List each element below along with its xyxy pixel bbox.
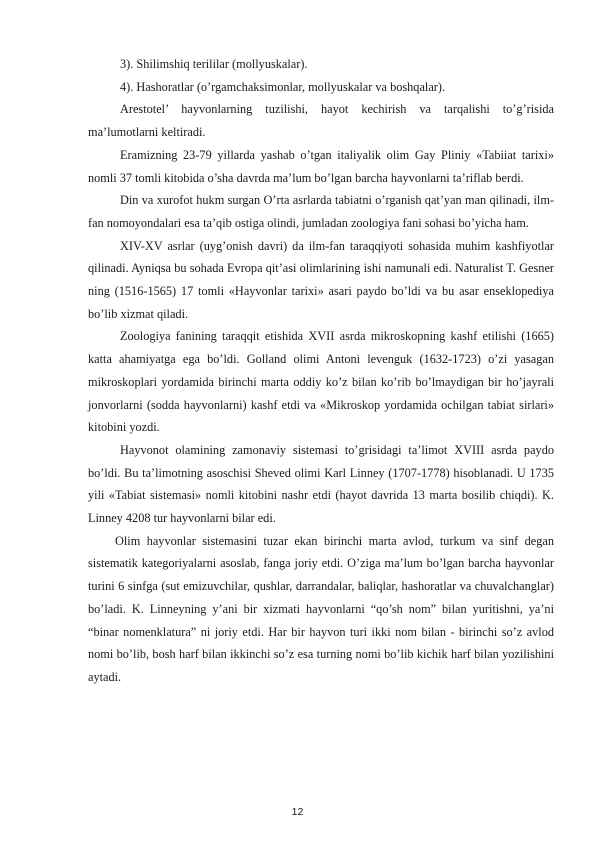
list-item-4: 4). Hashoratlar (o’rgamchaksimonlar, mollyuskalar va boshqalar). (120, 79, 446, 94)
paragraph-sistematika: Olim hayvonlar sistemasini tuzar ekan birinchi marta avlod, turkum va sinf degan sistematik kategoriyalarni asoslab, fanga joriy etdi. O’ziga ma’lum bo’lgan barcha hayvonlar turini 6 sinfga (sut emizuvchilar, qushlar, darrandalar, baliqlar, hashoratlar va chuvalchanglar) bo’ladi. K. Linneyning y’ani bir xizmati hayvonlarni “qo’sh nom” bilan yuritishni, ya’ni “binar nomenklatura” ni joriy etdi. Har bir hayvon turi ikki nom bilan - birinchi so’z avlod nomi bo’lib, bosh harf bilan ikkinchi so’z esa turning nomi bo’lib kichik harf bilan yozilishini aytadi. (88, 533, 554, 684)
paragraph-arestotel: Arestotel’ hayvonlarning tuzilishi, hayot kechirish va tarqalishi to’g’risida ma’lumotlarni keltiradi. (88, 102, 554, 140)
paragraph-pliniy: Eramizning 23-79 yillarda yashab o’tgan italiyalik olim Gay Pliniy «Tabiiat tarixi» nomli 37 tomli kitobida o’sha davrda ma’lum bo’lgan barcha hayvonlarni ta’riflab berdi. (88, 147, 554, 185)
body-text (88, 53, 554, 689)
paragraph-linney: Hayvonot olamining zamonaviy sistemasi to’grisidagi ta’limot XVIII asrda paydo bo’ldi. Bu ta’limotning asoschisi Sheved olimi Karl Linney (1707-1778) hisoblanadi. U 1735 yili «Tabiat sistemasi» nomli kitobini nashr etdi (hayot davrida 13 marta bosilib chiqdi). K. Linney 4208 tur hayvonlarni bilar edi. (88, 442, 554, 526)
paragraph-orta-asrlar: Din va xurofot hukm surgan O’rta asrlarda tabiatni o’rganish qat’yan man qilinadi, ilm-fan nomoyondalari esa ta’qib ostiga olindi, jumladan zoologiya fani sohasi bo’yicha ham. (88, 193, 554, 230)
paragraph-mikroskop: Zoologiya fanining taraqqit etishida XVII asrda mikroskopning kashf etilishi (1665) katta ahamiyatga ega bo’ldi. Golland olimi Antoni levenguk (1632-1723) o’zi yasagan mikroskoplari yordamida birinchi marta oddiy ko’z bilan ko’rib bo’lmaydigan bir ho’jayrali jonvorlarni (sodda hayvonlarni) kashf etdi va «Mikroskop yordamida ochilgan tabiat sirlari» kitobini yozdi. (88, 329, 554, 435)
page-number: 12 (291, 806, 304, 818)
paragraph-uygonish-davri: XIV-XV asrlar (uyg’onish davri) da ilm-fan taraqqiyoti sohasida muhim kashfiyotlar qilinadi. Ayniqsa bu sohada Evropa qit’asi olimlarining ishi namunali edi. Naturalist T. Gesner ning (1516-1565) 17 tomli «Hayvonlar tarixi» asari paydo bo’ldi va bu asar enseklopediya bo’lib xizmat qiladi. (88, 238, 554, 321)
list-item-3: 3). Shilimshiq terililar (mollyuskalar). (120, 57, 308, 71)
